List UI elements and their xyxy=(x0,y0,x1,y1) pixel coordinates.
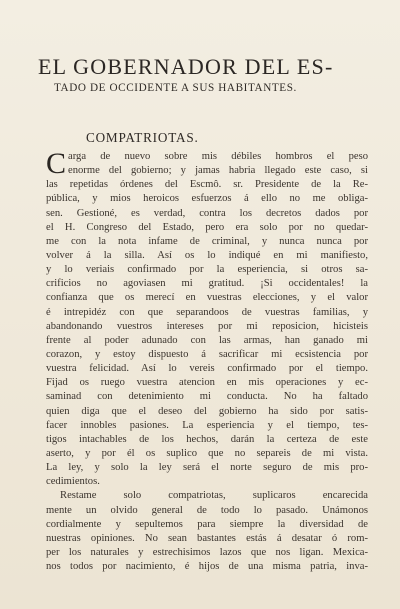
text-line: me con la nota infame de criminal, y nunca nunca por xyxy=(46,235,368,247)
text-line: nuestras opiniones. No sean bastantes estás á desatar ó rom- xyxy=(46,532,368,544)
text-line: facer innobles pasiones. La esperiencia y el tiempo, tes- xyxy=(46,419,368,431)
text-line: per los naturales y estrechisimos lazos que nos ligan. Mexica- xyxy=(46,546,368,558)
text-line: las repetidas órdenes del Escmô. sr. Presidente de la Re- xyxy=(46,179,368,191)
text-line: el H. Congreso del Estado, pero era solo por no quedar- xyxy=(46,221,368,233)
text-line: sen. Gestioné, es verdad, contra los decretos dados por xyxy=(46,207,368,219)
text-line: saminad con detenimiento mi conducta. No ha faltado xyxy=(46,391,368,403)
text-line: y lo veriais confirmado por la esperiencia, si otros sa- xyxy=(46,264,368,276)
text-line: vuestra felicidad. Así lo vereis confirmado por el tiempo. xyxy=(46,363,368,375)
salutation-heading: COMPATRIOTAS. xyxy=(86,130,199,145)
text-line: crificios no agoviasen mi gratitud. ¡Si occidentales! la xyxy=(46,278,368,290)
text-line: La ley, y solo la ley será el norte seguro de mis pro- xyxy=(46,462,368,474)
text-line: corazon, y estoy dispuesto á sacrificar mi ecsistencia por xyxy=(46,348,368,360)
drop-cap: C xyxy=(46,147,67,180)
paragraph-2 xyxy=(46,489,368,574)
text-line: tigos intachables de los hechos, darán la certeza de este xyxy=(46,433,368,445)
text-line: mente un olvido general de todo lo pasado. Unámonos xyxy=(46,504,368,516)
text-line: é intrepidéz con que separandoos de vuestras familias, y xyxy=(46,306,368,318)
text-line: Fijad os ruego vuestra atencion en mis operaciones y ec- xyxy=(46,377,368,389)
text-line: frente al poder adunado con las armas, han ganado mi xyxy=(46,334,368,346)
text-line: aserto, y por él os suplico que no separeis de mi vista. xyxy=(46,447,368,459)
text-line: enorme del gobierno; y jamas habria llegado este caso, si xyxy=(68,165,368,177)
text-line: quien diga que el deseo del gobierno ha sido por satis- xyxy=(46,405,368,417)
paragraph-1-lines xyxy=(46,164,368,489)
text-line: cordialmente y sepultemos para siempre la diversidad de xyxy=(46,518,368,530)
text-line: nos todos por nacimiento, é hijos de una misma patria, inva- xyxy=(46,561,368,573)
text-line: cedimientos. xyxy=(46,476,100,488)
document-body xyxy=(46,147,368,574)
text-line: abandonando vuestros intereses por mi reposicion, hicisteis xyxy=(46,320,368,332)
document-title: EL GOBERNADOR DEL ES- xyxy=(38,54,334,79)
text-line: arga de nuevo sobre mis débiles hombros el peso xyxy=(68,151,368,162)
text-line: pública, y mios heroicos esfuerzos á ello no me obliga- xyxy=(46,193,368,205)
paragraph-1 xyxy=(46,147,368,489)
text-line: confianza que os merecí en vuestras elecciones, y el valor xyxy=(46,292,368,304)
text-line: volver á la silla. Así os lo indiqué en mi manifiesto, xyxy=(46,249,368,261)
document-subtitle: TADO DE OCCIDENTE A SUS HABITANTES. xyxy=(54,82,297,94)
text-line: Restame solo compatriotas, suplicaros encarecida xyxy=(60,490,368,502)
